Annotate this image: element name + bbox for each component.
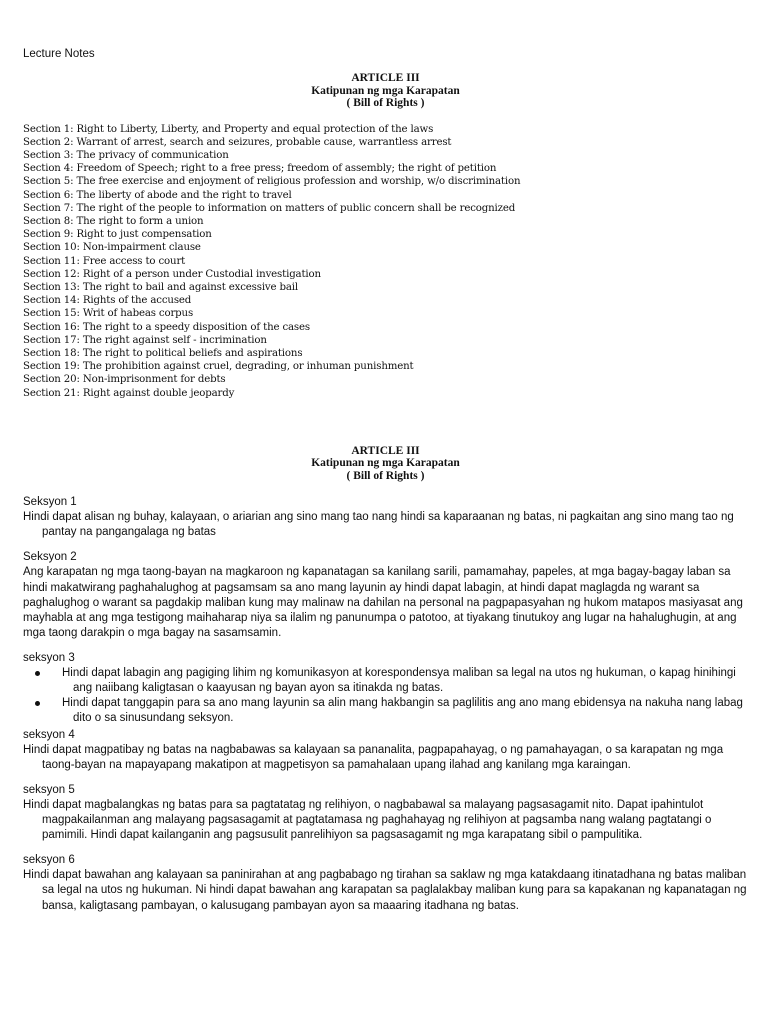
seksyon-label: seksyon 6 <box>23 854 75 867</box>
tagalog-sections <box>23 495 748 913</box>
section-line: Section 15: Writ of habeas corpus <box>23 308 194 320</box>
seksyon-label: Seksyon 2 <box>23 551 77 564</box>
bullet-text: Hindi dapat tanggapin para sa ano mang layunin sa alin mang hakbangin sa paglilitis ang ano mang ebidensya na nakuha nang labag dito o sa sinusundang seksyon. <box>62 696 743 724</box>
seksyon-text: Ang karapatan ng mga taong-bayan na magkaroon ng kapanatagan sa kanilang sarili, pamamahay, papeles, at mga bagay-bagay laban sa hindi makatwirang paghahalughog at pagsamsam sa ano mang layunin ay hindi dapat labagin, at hindi dapat maglagda ng warant sa paghalughog o warant sa pagdakip maliban kung may malinaw na dahilan na personal na pagpapasyahan ng hukom matapos masiyasat ang mayhabla at ang mga testigong maihaharap niya sa ilalim ng panunumpa o patotoo, at tiyakang tinutukoy ang lugar na hahalughugin, at ang mga taong darakpin o mga bagay na sasamsamin. <box>23 566 743 639</box>
seksyon-2 <box>23 550 748 640</box>
section-line: Section 8: The right to form a union <box>23 215 204 227</box>
document-page <box>23 46 748 924</box>
section-line: Section 11: Free access to court <box>23 255 186 267</box>
section-line: Section 7: The right of the people to information on matters of public concern shall be recognized <box>23 202 516 214</box>
article-heading: ARTICLE III <box>351 444 420 457</box>
seksyon-4 <box>23 728 748 773</box>
section-line: Section 5: The free exercise and enjoyment of religious profession and worship, w/o discrimination <box>23 176 521 188</box>
article-tagalog-title: Katipunan ng mga Karapatan <box>311 457 460 470</box>
bullet-item <box>23 666 748 696</box>
article-english-title: ( Bill of Rights ) <box>346 97 425 109</box>
seksyon-label: seksyon 3 <box>23 651 75 664</box>
seksyon-5 <box>23 783 748 843</box>
bullet-icon <box>35 701 40 706</box>
seksyon-3-bullets <box>23 666 748 726</box>
bullet-item <box>23 696 748 726</box>
article-heading: ARTICLE III <box>351 72 420 84</box>
bullet-icon <box>35 671 40 676</box>
section-line: Section 21: Right against double jeopardy <box>23 387 235 399</box>
article-title-block <box>23 72 748 110</box>
seksyon-6 <box>23 853 748 913</box>
seksyon-1 <box>23 495 748 540</box>
seksyon-text: Hindi dapat magbalangkas ng batas para sa pagtatatag ng relihiyon, o nagbabawal sa malayang pagsasagamit nito. Dapat ipahintulot magpakailanman ang malayang pagsasagamit at pagtatamasa ng paghahayag ng relihiyon at pagsamba nang walang pagtatangi o pamimili. Hindi dapat kailanganin ang pagsusulit panrelihiyon sa pagsasagamit ng mga karapatang sibil o pampulitika. <box>23 799 712 842</box>
section-line: Section 2: Warrant of arrest, search and seizures, probable cause, warrantless arrest <box>23 136 452 148</box>
section-line: Section 3: The privacy of communication <box>23 149 229 161</box>
section-line: Section 1: Right to Liberty, Liberty, and Property and equal protection of the laws <box>23 123 434 135</box>
seksyon-3 <box>23 651 748 726</box>
seksyon-label: Seksyon 1 <box>23 496 77 509</box>
seksyon-label: seksyon 4 <box>23 728 75 741</box>
bullet-text: Hindi dapat labagin ang pagiging lihim ng komunikasyon at korespondensya maliban sa legal na utos ng hukuman, o kapag hinihingi ang naiibang kaligtasan o kaayusan ng bayan ayon sa itinakda ng batas. <box>62 666 736 694</box>
section-line: Section 9: Right to just compensation <box>23 229 212 241</box>
seksyon-label: seksyon 5 <box>23 784 75 797</box>
section-line: Section 16: The right to a speedy disposition of the cases <box>23 321 310 333</box>
section-line: Section 17: The right against self - incrimination <box>23 334 267 346</box>
section-line: Section 20: Non-imprisonment for debts <box>23 374 226 386</box>
seksyon-text: Hindi dapat magpatibay ng batas na nagbabawas sa kalayaan sa pananalita, pagpapahayag, o ng pamahayagan, o sa karapatan ng mga taong-bayan na mapayapang makatipon at magpetisyon sa pamahalaan upang ilahad ang kanilang mga karaingan. <box>23 743 724 772</box>
section-line: Section 13: The right to bail and against excessive bail <box>23 281 299 293</box>
section-line: Section 14: Rights of the accused <box>23 295 192 307</box>
section-line: Section 19: The prohibition against cruel, degrading, or inhuman punishment <box>23 361 414 373</box>
seksyon-text: Hindi dapat bawahan ang kalayaan sa paninirahan at ang pagbabago ng tirahan sa saklaw ng mga katakdaang itinatadhana ng batas maliban sa legal na utos ng hukuman. Ni hindi dapat bawahan ang karapatan sa paglalakbay maliban kung para sa kapakanan ng kapanatagan ng bansa, kaligtasang pambayan, o kalusugang pambayan ayon sa maaaring itadhana ng batas. <box>23 869 747 912</box>
english-section-list <box>23 123 748 400</box>
lecture-notes-label: Lecture Notes <box>23 48 95 60</box>
seksyon-text: Hindi dapat alisan ng buhay, kalayaan, o ariarian ang sino mang tao nang hindi sa kaparaanan ng batas, ni pagkaitan ang sino mang tao ng pantay na pangangalaga ng batas <box>23 511 734 539</box>
article-tagalog-title: Katipunan ng mga Karapatan <box>311 84 460 97</box>
section-line: Section 12: Right of a person under Custodial investigation <box>23 268 321 280</box>
section-line: Section 10: Non-impairment clause <box>23 242 201 254</box>
section-line: Section 18: The right to political beliefs and aspirations <box>23 347 303 359</box>
section-line: Section 6: The liberty of abode and the right to travel <box>23 189 292 201</box>
article-english-title: ( Bill of Rights ) <box>346 469 425 482</box>
article-title-block-tagalog <box>23 445 748 483</box>
section-line: Section 4: Freedom of Speech; right to a free press; freedom of assembly; the right of petition <box>23 163 497 175</box>
